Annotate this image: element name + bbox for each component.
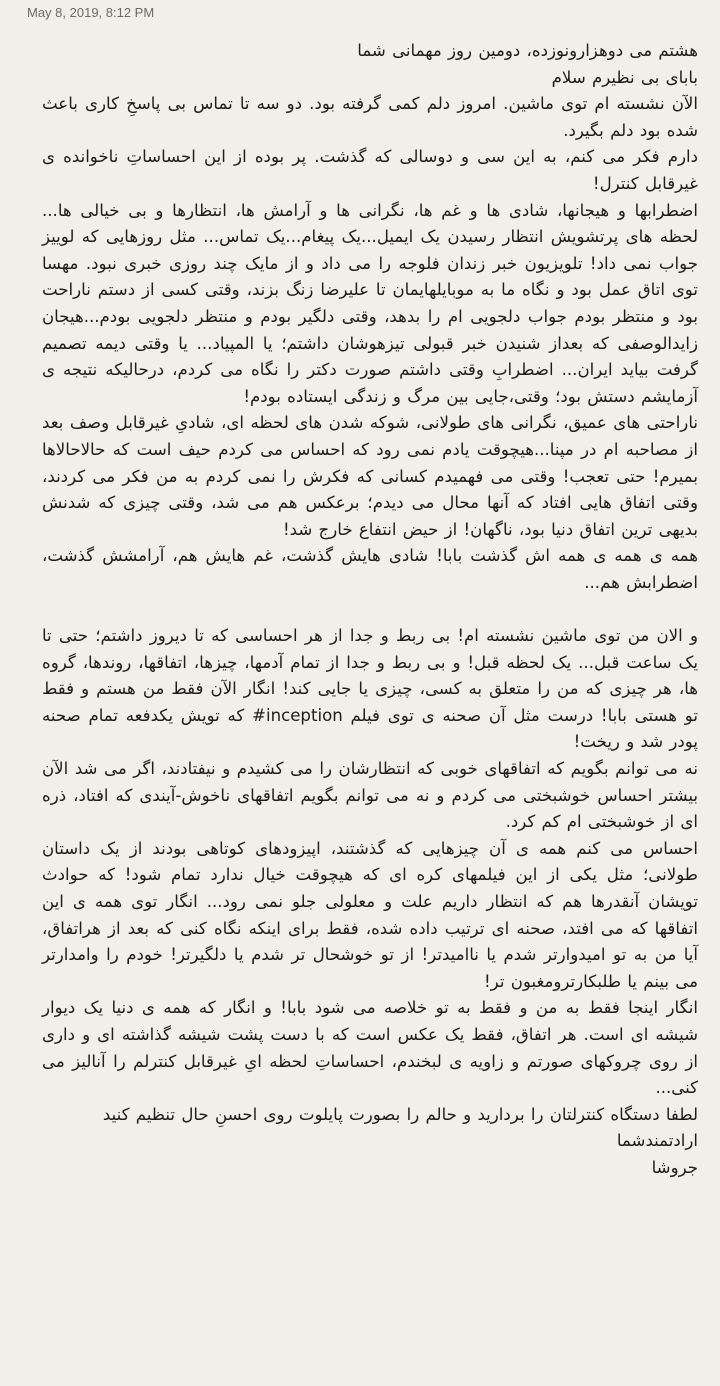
note-paragraph: اضطرابها و هیجانها، شادی ها و غم ها، نگرانی ها و آرامش ها، انتظارها و بی خیالی ها... لحظه های پرتشویش انتظار رسیدن یک ایمیل...یک پیغام...یک تماس... مثل روزهایی که لوییز جواب نمی داد! تلویزیون خبر زندان فلوجه را می داد و از مایک چند روزی خبری نبود. مهسا توی اتاق عمل بود و نگاه ما به موبایلهایمان تا علیرضا زنگ بزند، وقتی کسی از دستم ناراحت بود و منتظر بودم جواب دلجویی ام را بدهد، وقتی دلگیر بودم و منتظر دلجویی بودم...هیجان زایدالوصفی که بعداز شنیدن خبر قبولی تیزهوشان داشتم؛ یا المپیاد... یا وقتی دیمه تصمیم گرفت بیاید ایران... اضطرابِ وقتی داشتم صورت دکتر را نگاه می کردم، درحالیکه نتیجه ی آزمایشم دستش بود؛ وقتی،جایی بین مرگ و زندگی ایستاده بودم! <box>42 200 698 406</box>
note-paragraph: نه می توانم بگویم که اتفاقهای خوبی که انتظارشان را می کشیدم و نیفتادند، اگر می شد الآن بیشتر احساس خوشبختی می کردم و نه می توانم بگویم اتفاقهای ناخوش-آیندی که افتاد، ذره ای از خوشبختی ام کم کرد. <box>42 759 698 832</box>
note-signoff: ارادتمندشما <box>616 1131 698 1151</box>
note-paragraph: لطفا دستگاه کنترلتان را بردارید و حالم را بصورت پایلوت روی احسنِ حال تنظیم کنید <box>102 1104 698 1124</box>
note-paragraph: دارم فکر می کنم، به این سی و دوسالی که گذشت. پر بوده از این احساساتِ ناخوانده ی غیرقابل کنترل! <box>42 147 698 193</box>
note-paragraph: و الان من توی ماشین نشسته ام! بی ربط و جدا از هر احساسی که تا دیروز داشتم؛ حتی تا یک ساعت قبل... یک لحظه قبل! و بی ربط و جدا از تمام آدمها، چیزها، اتفاقها، روندها، گروه ها، هر چیزی که من را متعلق به کسی، چیزی یا جایی کند! انگار الآن فقط من هستم و فقط تو هستی بابا! درست مثل آن صحنه ی توی فیلم inception# که تویش یکدفعه تمام صحنه پودر شد و ریخت! <box>42 626 698 752</box>
note-paragraph: انگار اینجا فقط به من و فقط به تو خلاصه می شود بابا! و انگار که همه ی دنیا یک دیوار شیشه ای است. هر اتفاق، فقط یک عکس است که با دست پشت شیشه گذاشته ای و داری از روی چروکهای صورتم و زاویه ی لبخندم، احساساتِ لحظه ایِ غیرقابل کنترلم را آنالیز می کنی... <box>42 998 698 1098</box>
note-paragraph: هشتم می دوهزارونوزده، دومین روز مهمانی شما <box>357 41 698 60</box>
note-timestamp: May 8, 2019, 8:12 PM <box>27 5 155 20</box>
note-paragraph: الآن نشسته ام توی ماشین. امروز دلم کمی گرفته بود. دو سه تا تماس بی پاسخِ کاری باعث شده بود دلم بگیرد. <box>42 94 698 140</box>
note-paragraph: همه ی همه ی همه اش گذشت بابا! شادی هایش گذشت، غم هایش هم، آرامشش گذشت، اضطرابش هم... <box>42 546 698 592</box>
note-paragraph: بابای بی نظیرم سلام <box>551 67 698 87</box>
note-paragraph: احساس می کنم همه ی آن چیزهایی که گذشتند، اپیزودهای کوتاهی بودند از یک داستان طولانی؛ مثل یکی از این فیلمهای کره ای که هیچوقت خیال ندارد تمام شود! که حوادث تویشان آنقدرها هم که انتظار داریم علت و معلولی جلو نمی رود... انگار توی همه ی این اتفاقها که می افتد، صحنه ای ترتیب داده شده، فقط برای اینکه نگاه کنی که بعد از هراتفاق، آیا من به تو امیدوارتر شدم یا ناامیدتر! از تو خوشحال تر شدم یا دلگیرتر! خودم را وامدارتر می بینم یا طلبکارترومغبون تر! <box>42 838 698 991</box>
note-paragraph: ناراحتی های عمیق، نگرانی های طولانی، شوکه شدن های لحظه ای، شادیِ غیرقابل وصف بعد از مصاحبه ام در مپنا...هیچوقت یادم نمی رود که احساس می کردم حیف است که حالاحالاها بمیرم! حتی تعجب! وقتی می فهمیدم کسانی که فکرش را نمی کردم به من فکر می کردند، وقتی اتفاق هایی افتاد که آنها محال می دیدم؛ برعکس هم می شد، وقتی چیزی که شدنش بدیهی ترین اتفاق دنیا بود، ناگهان! از حیض انتفاع خارج شد! <box>42 413 698 539</box>
paragraph-gap <box>42 596 698 623</box>
note-signature: جروشا <box>651 1157 698 1177</box>
note-body[interactable] <box>42 38 698 1182</box>
